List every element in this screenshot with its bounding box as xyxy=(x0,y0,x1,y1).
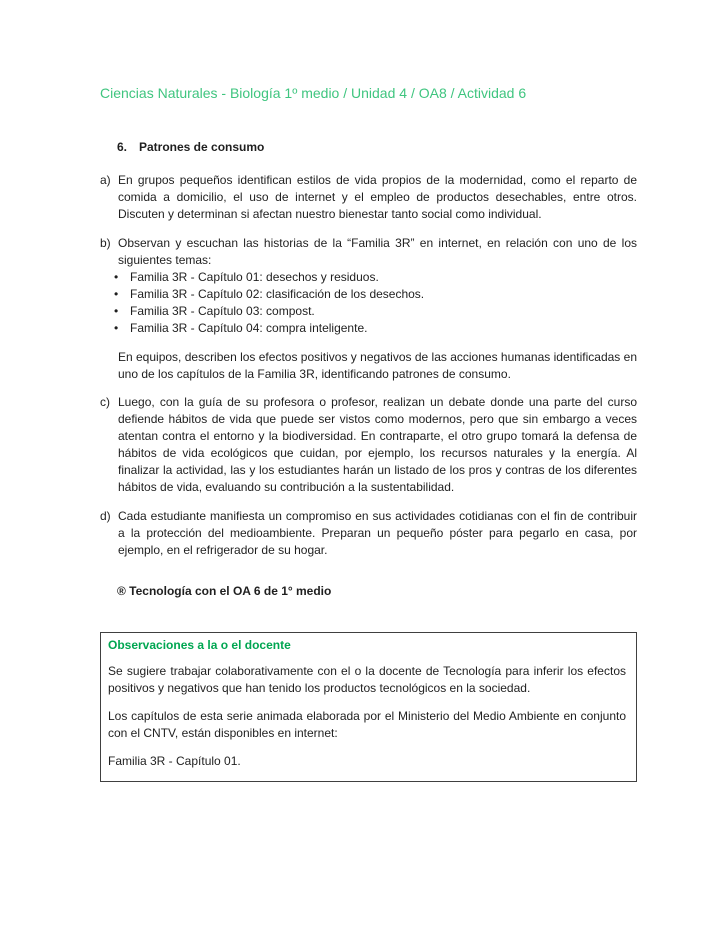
chapter-list xyxy=(114,269,637,337)
list-item xyxy=(114,320,637,337)
item-b-continuation-paragraph: En equipos, describen los efectos positivos y negativos de las acciones humanas identificadas en uno de los capítulos de la Familia 3R, identificando patrones de consumo. xyxy=(118,350,637,381)
bullet-icon: • xyxy=(114,270,119,284)
item-text-a: En grupos pequeños identifican estilos de vida propios de la modernidad, como el reparto de comida a domicilio, el uso de internet y el empleo de productos desechables, entre otros. Discuten y determinan si afectan nuestro bienestar tanto social como individual. xyxy=(118,173,637,221)
technology-integration-note: ® Tecnología con el OA 6 de 1° medio xyxy=(117,584,332,598)
observations-paragraph: Se sugiere trabajar colaborativamente con el o la docente de Tecnología para inferir los efectos positivos y negativos que han tenido los productos tecnológicos en la sociedad. xyxy=(108,664,626,695)
activity-item-a xyxy=(100,172,637,223)
observations-paragraph: Los capítulos de esta serie animada elaborada por el Ministerio del Medio Ambiente en conjunto con el CNTV, están disponibles en internet: xyxy=(108,709,626,740)
list-item xyxy=(114,286,637,303)
observations-paragraph: Familia 3R - Capítulo 01. xyxy=(108,754,241,768)
item-text-c: Luego, con la guía de su profesora o profesor, realizan un debate donde una parte del curso defiende hábitos de vida que puede ser vistos como modernos, pero que sin embargo a veces atentan contra el entorno y la biodiversidad. En contraparte, el otro grupo tomará la defensa de hábitos de vida ecológicos que cuidan, por ejemplo, los recursos naturales y la energía. Al finalizar la actividad, las y los estudiantes harán un listado de los pros y contras de los diferentes hábitos de vida, evaluando su contribución a la sustentabilidad. xyxy=(118,395,637,494)
list-item-text: Familia 3R - Capítulo 03: compost. xyxy=(130,304,315,318)
list-item-text: Familia 3R - Capítulo 02: clasificación de los desechos. xyxy=(130,287,425,301)
bullet-icon: • xyxy=(114,321,119,335)
section-number: 6. xyxy=(117,140,128,154)
list-item-text: Familia 3R - Capítulo 01: desechos y residuos. xyxy=(130,270,379,284)
list-item xyxy=(114,269,637,286)
item-marker-c: c) xyxy=(100,395,110,409)
page-title: Ciencias Naturales - Biología 1º medio / Unidad 4 / OA8 / Actividad 6 xyxy=(100,85,527,101)
observations-box-title: Observaciones a la o el docente xyxy=(108,638,291,652)
item-text-b: Observan y escuchan las historias de la “Familia 3R” en internet, en relación con uno de los siguientes temas: xyxy=(118,236,637,267)
bullet-icon: • xyxy=(114,287,119,301)
item-marker-b: b) xyxy=(100,236,111,250)
teacher-observations-box xyxy=(100,632,637,782)
list-item-text: Familia 3R - Capítulo 04: compra inteligente. xyxy=(130,321,368,335)
item-marker-d: d) xyxy=(100,509,111,523)
item-text-d: Cada estudiante manifiesta un compromiso en sus actividades cotidianas con el fin de contribuir a la protección del medioambiente. Preparan un pequeño póster para pegarlo en casa, por ejemplo, en el refrigerador de su hogar. xyxy=(118,509,637,557)
activity-item-b xyxy=(100,235,637,337)
activity-item-c xyxy=(100,394,637,496)
document-content xyxy=(100,84,637,782)
activity-item-d xyxy=(100,508,637,559)
list-item xyxy=(114,303,637,320)
section-heading xyxy=(117,139,637,156)
section-title: Patrones de consumo xyxy=(139,140,265,154)
item-marker-a: a) xyxy=(100,173,111,187)
bullet-icon: • xyxy=(114,304,119,318)
